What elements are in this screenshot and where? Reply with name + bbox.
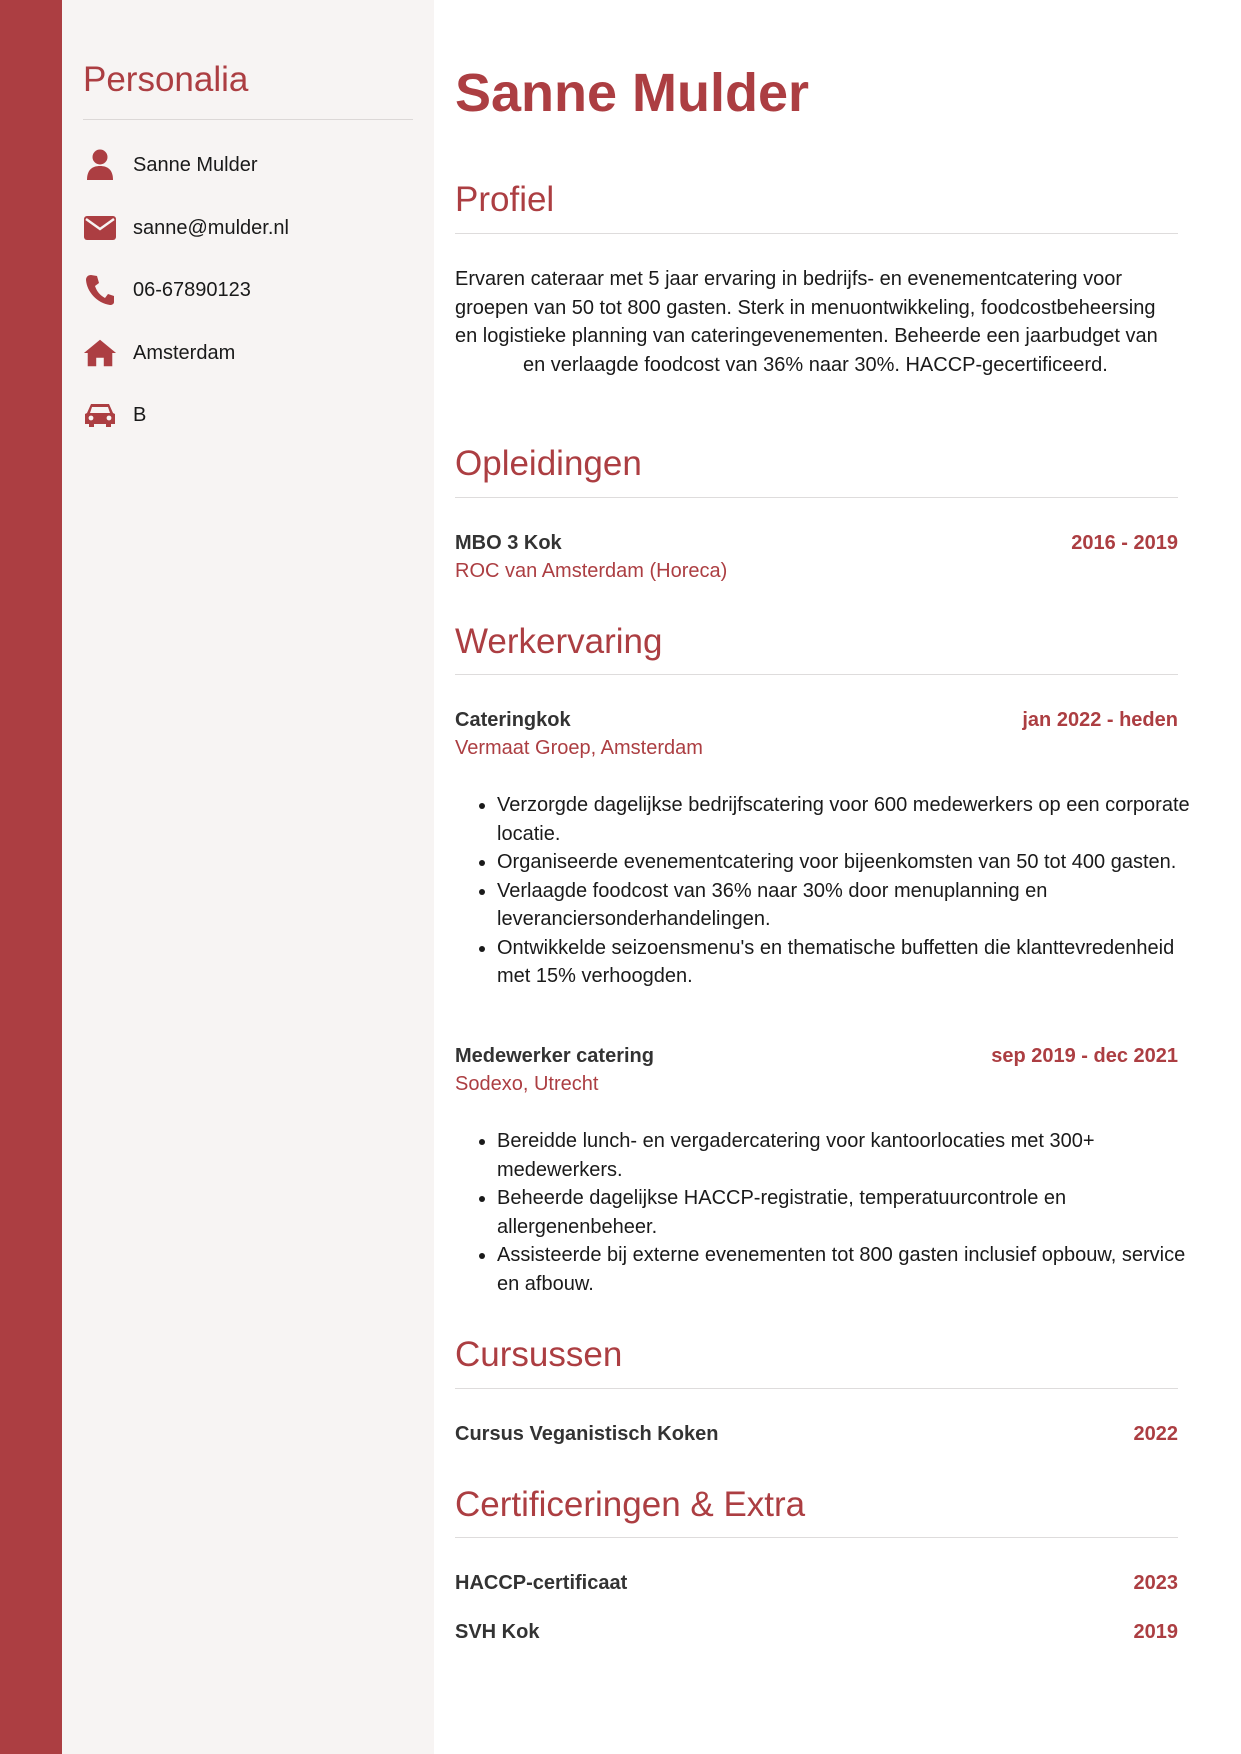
courses-divider [455, 1388, 1178, 1389]
experience-entry [455, 709, 1178, 732]
certification-entry-title: SVH Kok [455, 1621, 540, 1643]
profile-text-part-1: Ervaren cateraar met 5 jaar ervaring in bedrijfs- en evenementcatering voor groepen van 50 tot 800 gasten. Sterk in menuontwikkeling, foodcostbeheersing en logistieke planning van cateringevenementen. Beheerde een jaarbudget van [455, 268, 1158, 347]
contact-city [83, 336, 235, 370]
certifications-divider [455, 1537, 1178, 1538]
candidate-name: Sanne Mulder [455, 63, 810, 123]
contact-phone-text: 06-67890123 [133, 278, 251, 301]
contact-name [83, 148, 258, 182]
certification-entry [455, 1621, 1178, 1644]
education-divider [455, 497, 1178, 498]
experience-bullets [455, 791, 1197, 991]
list-item: • Beheerde dagelijkse HACCP-registratie, temperatuurcontrole en allergenenbeheer. [497, 1184, 1197, 1241]
experience-entry-company: Vermaat Groep, Amsterdam [455, 737, 703, 759]
contact-license-text: B [133, 403, 147, 426]
list-item: • Organiseerde evenementcatering voor bijeenkomsten van 50 tot 400 gasten. [497, 848, 1197, 877]
car-icon [83, 400, 117, 430]
profile-title: Profiel [455, 180, 555, 219]
contact-name-text: Sanne Mulder [133, 153, 258, 176]
education-entry-institution: ROC van Amsterdam (Horeca) [455, 560, 728, 582]
sidebar-title: Personalia [83, 60, 249, 99]
courses-title: Cursussen [455, 1335, 623, 1374]
list-item: • Bereidde lunch- en vergadercatering voor kantoorlocaties met 300+ medewerkers. [497, 1127, 1197, 1184]
home-icon [83, 338, 117, 368]
experience-entry-company: Sodexo, Utrecht [455, 1073, 599, 1095]
list-item: • Verlaagde foodcost van 36% naar 30% door menuplanning en leveranciersonderhandelingen. [497, 877, 1197, 934]
experience-entry [455, 1045, 1178, 1068]
list-item: • Ontwikkelde seizoensmenu's en thematische buffetten die klanttevredenheid met 15% verhoogden. [497, 934, 1197, 991]
profile-text-part-2: en verlaagde foodcost van 36% naar 30%. HACCP-gecertificeerd. [523, 353, 1108, 376]
experience-entry-date: sep 2019 - dec 2021 [991, 1045, 1178, 1067]
education-entry [455, 532, 1178, 555]
certification-entry [455, 1572, 1178, 1595]
list-item: • Verzorgde dagelijkse bedrijfscatering voor 600 medewerkers op een corporate locatie. [497, 791, 1197, 848]
sidebar-divider [83, 119, 413, 120]
course-entry-date: 2022 [1133, 1423, 1178, 1445]
accent-stripe [0, 0, 62, 1754]
experience-entry-title: Cateringkok [455, 709, 571, 731]
experience-title: Werkervaring [455, 622, 663, 661]
experience-entry-title: Medewerker catering [455, 1045, 654, 1067]
certification-entry-title: HACCP-certificaat [455, 1572, 628, 1594]
certifications-title: Certificeringen & Extra [455, 1485, 806, 1524]
contact-email[interactable] [83, 211, 289, 245]
person-icon [83, 150, 117, 180]
sidebar [62, 0, 434, 1754]
certification-entry-date: 2023 [1133, 1572, 1178, 1594]
envelope-icon [83, 213, 117, 243]
profile-text [455, 265, 1178, 379]
education-title: Opleidingen [455, 444, 642, 483]
education-entry-title: MBO 3 Kok [455, 532, 562, 554]
experience-bullets [455, 1127, 1197, 1298]
phone-icon [83, 275, 117, 305]
course-entry-title: Cursus Veganistisch Koken [455, 1423, 719, 1445]
certification-entry-date: 2019 [1133, 1621, 1178, 1643]
contact-city-text: Amsterdam [133, 341, 236, 364]
contact-email-text: sanne@mulder.nl [133, 216, 289, 239]
list-item: • Assisteerde bij externe evenementen tot 800 gasten inclusief opbouw, service en afbouw. [497, 1241, 1197, 1298]
education-entry-date: 2016 - 2019 [1071, 532, 1178, 554]
course-entry [455, 1423, 1178, 1446]
contact-license [83, 398, 146, 432]
contact-phone[interactable] [83, 273, 251, 307]
profile-divider [455, 233, 1178, 234]
experience-entry-date: jan 2022 - heden [1022, 709, 1178, 731]
experience-divider [455, 674, 1178, 675]
